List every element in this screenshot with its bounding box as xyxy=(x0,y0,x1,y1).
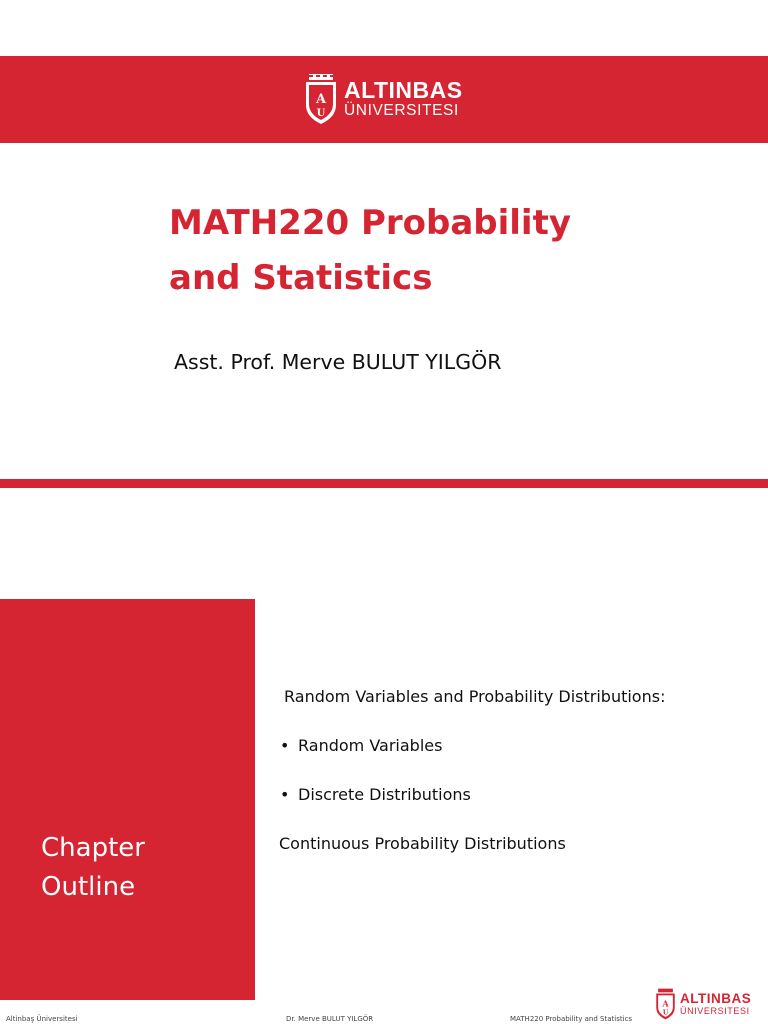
divider-bar xyxy=(0,479,768,488)
footer-university-logo xyxy=(655,988,751,1020)
logo-name-line1: ALTINBAS xyxy=(344,77,463,104)
outline-heading: Random Variables and Probability Distributions: xyxy=(284,687,666,706)
bullet-icon: • xyxy=(280,785,290,804)
chapter-panel xyxy=(0,599,255,1000)
footer-instructor: Dr. Merve BULUT YILGÖR xyxy=(286,1015,374,1023)
footer-university: Altinbaş Üniversitesi xyxy=(6,1015,78,1023)
bullet-text: Random Variables xyxy=(298,736,443,755)
university-crest-icon xyxy=(655,988,676,1020)
university-logo xyxy=(304,73,463,125)
chapter-title-line1: Chapter xyxy=(41,833,145,863)
svg-text:U: U xyxy=(662,1009,669,1017)
outline-bullet-item xyxy=(280,736,442,755)
outline-item: Continuous Probability Distributions xyxy=(279,834,566,853)
outline-bullet-item xyxy=(280,785,471,804)
outline-slide xyxy=(0,488,768,1024)
svg-text:U: U xyxy=(316,108,326,119)
bullet-text: Discrete Distributions xyxy=(298,785,471,804)
logo-name-line2: ÜNIVERSITESI xyxy=(680,1005,750,1016)
svg-text:A: A xyxy=(662,998,669,1009)
course-title-line2: and Statistics xyxy=(169,258,433,298)
chapter-outline-title xyxy=(41,829,145,907)
svg-text:A: A xyxy=(315,92,327,107)
bullet-icon: • xyxy=(280,736,290,755)
logo-name-line1: ALTINBAS xyxy=(680,991,752,1007)
footer-course: MATH220 Probability and Statistics xyxy=(510,1015,633,1023)
course-title-line1: MATH220 Probability xyxy=(169,203,572,243)
instructor-name: Asst. Prof. Merve BULUT YILGÖR xyxy=(174,350,502,374)
university-crest-icon xyxy=(304,73,338,125)
title-slide xyxy=(0,0,768,488)
logo-name-line2: ÜNIVERSITESI xyxy=(344,102,459,120)
chapter-title-line2: Outline xyxy=(41,872,136,902)
course-title xyxy=(169,196,729,306)
